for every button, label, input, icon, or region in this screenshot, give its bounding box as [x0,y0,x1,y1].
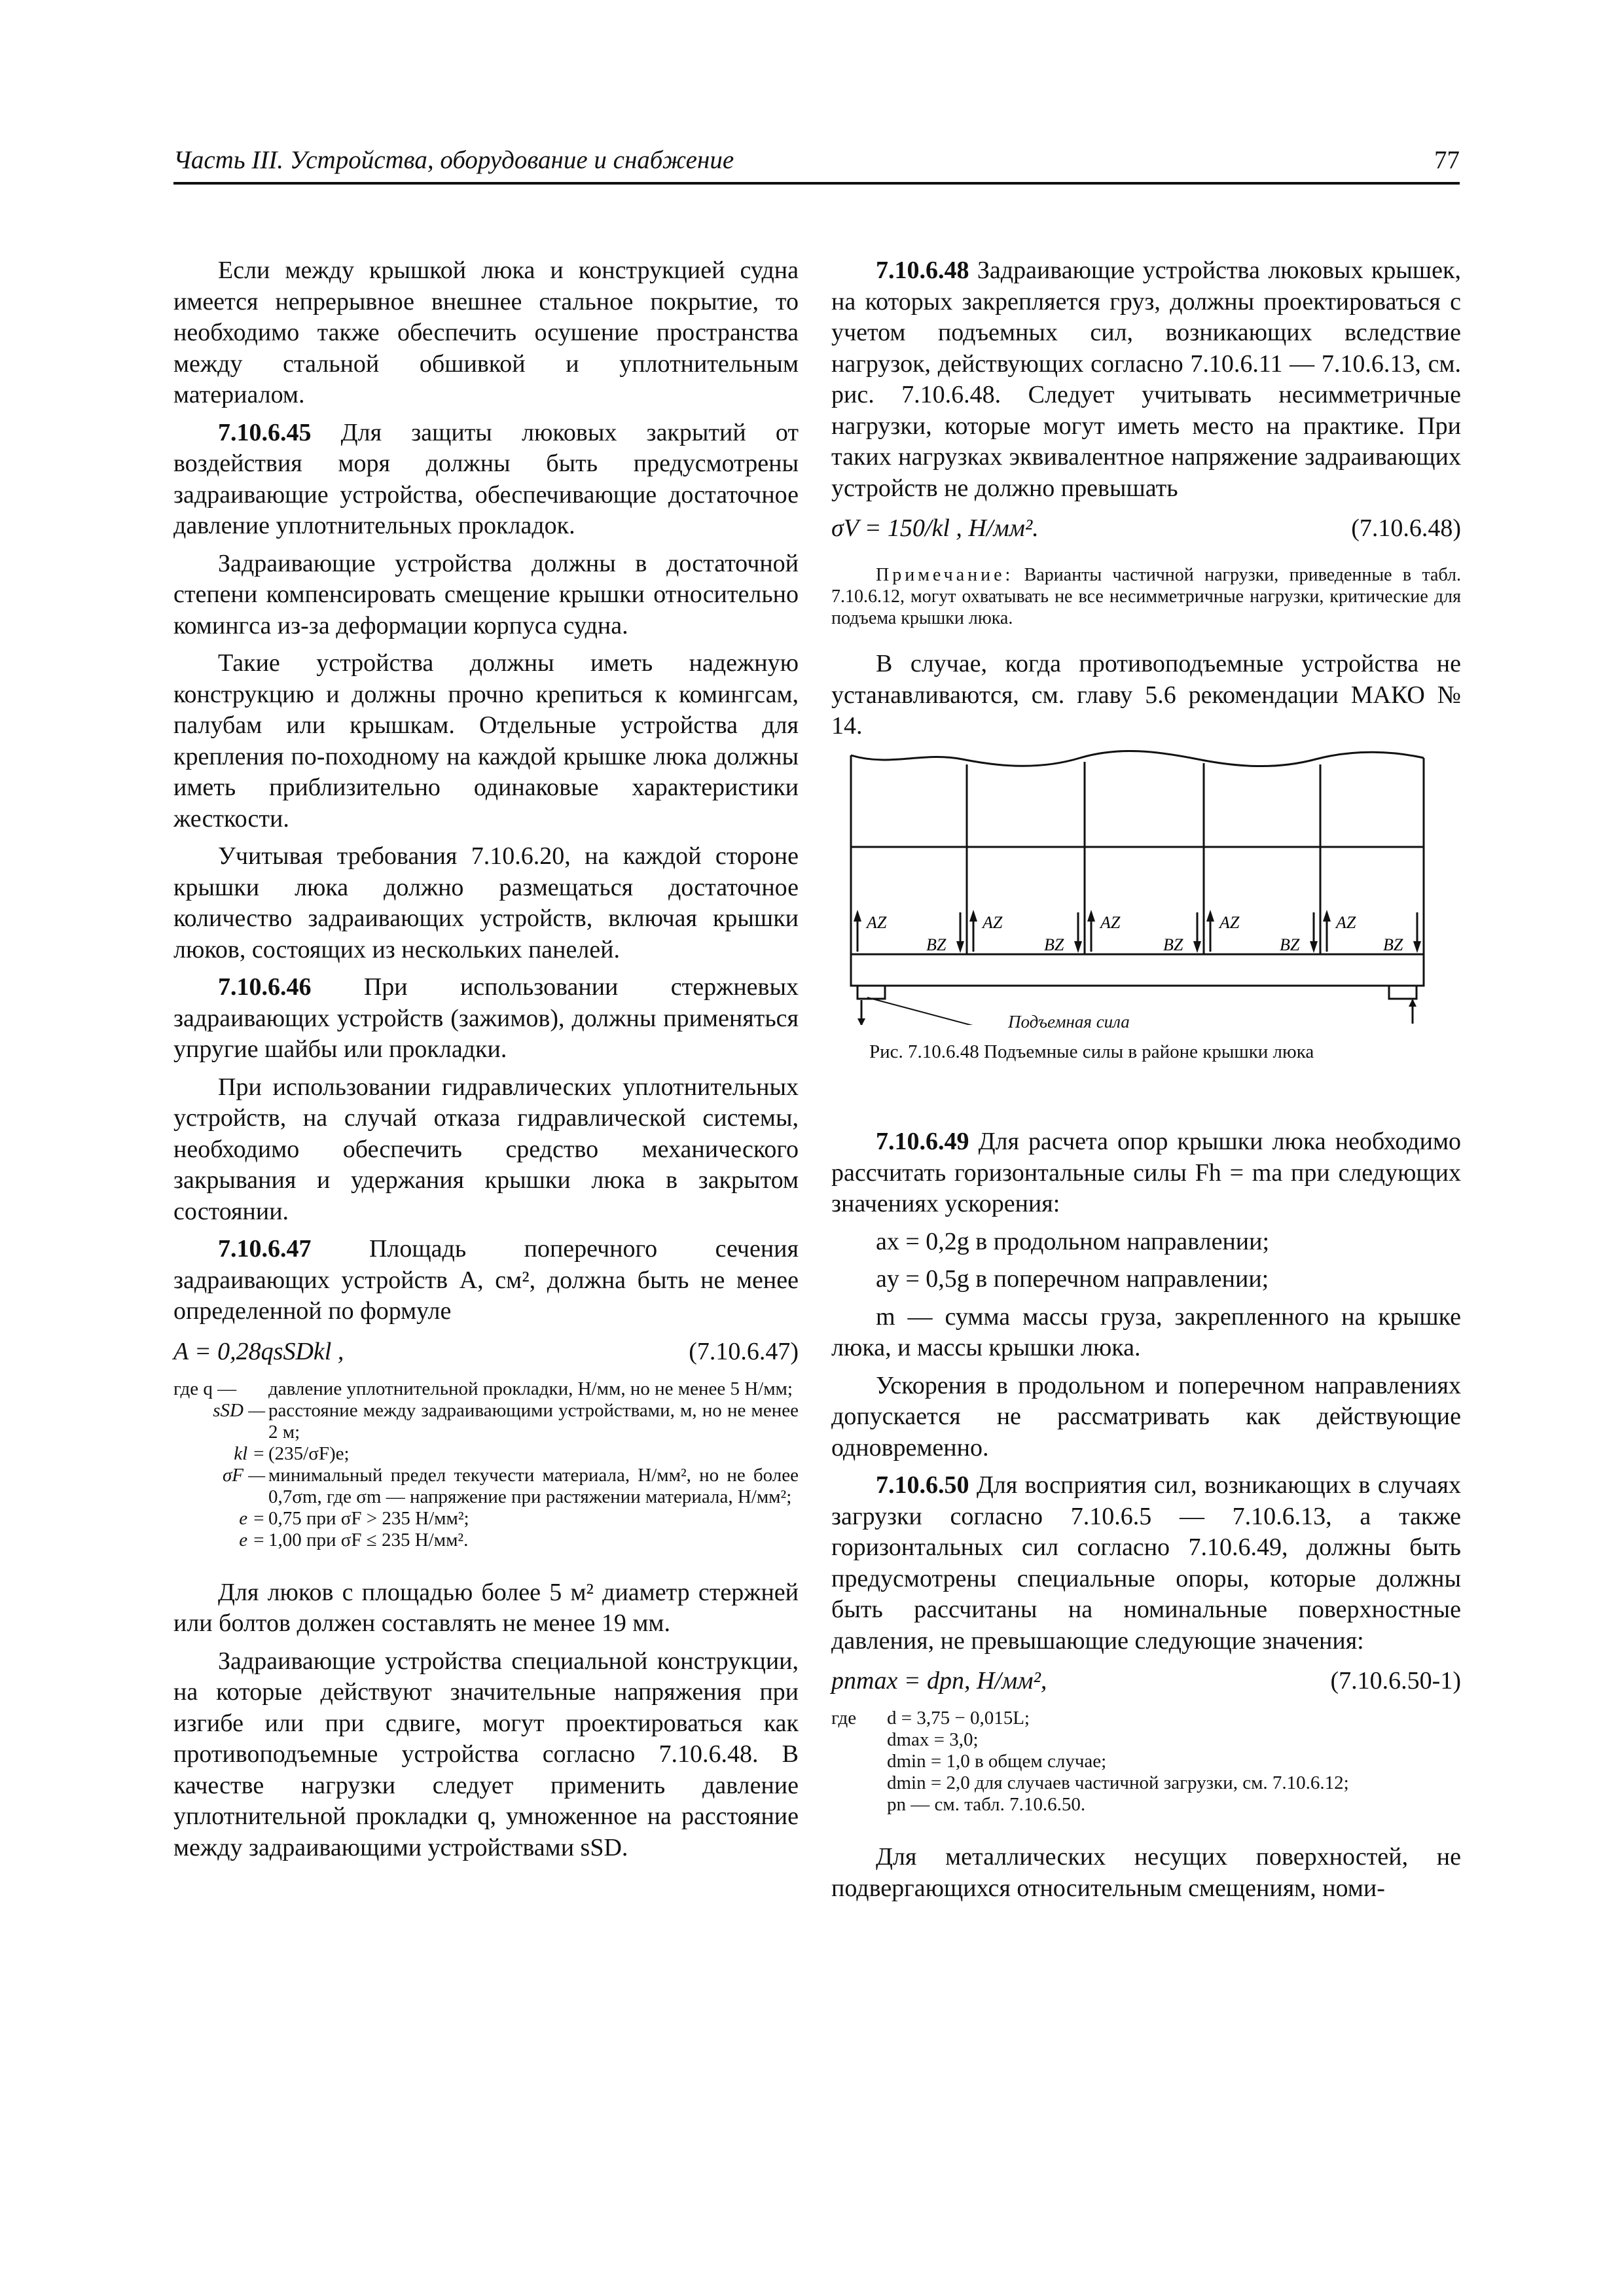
lift-leader-line [867,997,995,1025]
lift-arrow-right-head [1409,999,1416,1007]
paragraph [173,972,799,1066]
section-number: 7.10.6.47 [218,1235,312,1263]
legend-row [173,1443,799,1465]
paragraph: Учитывая требования 7.10.6.20, на каждой стороне крышки люка должно размещаться достаточное количество задраивающих устройств, включая крышки люков, состоящих из нескольких панелей. [173,842,799,963]
legend-text: pn — см. табл. 7.10.6.50. [887,1794,1086,1815]
paragraph: Задраивающие устройства должны в достаточной степени компенсировать смещение крышки относительно комингса из-за деформации корпуса судна. [173,549,799,639]
legend-row [173,1378,799,1400]
right-column [831,255,1461,1910]
bz-label: BZ [1163,935,1183,954]
legend-text: (235/σF)e; [268,1443,350,1464]
paragraph: m — сумма массы груза, закрепленного на крышке люка, и массы крышки люка. [831,1302,1461,1361]
bz-label: BZ [1044,935,1064,954]
left-column [173,255,799,1870]
legend-symbol: e = [239,1529,265,1551]
paragraph: При использовании гидравлических уплотнительных устройств, на случай отказа гидравлической системы, необходимо обеспечить средство механического закрывания и удержания крышки люка в закрытом состоянии. [173,1073,799,1225]
paragraph: Для люков с площадью более 5 м² диаметр стержней или болтов должен составлять не менее 19 мм. [173,1578,799,1637]
legend-row [831,1708,1461,1729]
legend-symbol: sSD — [213,1399,265,1421]
section-number: 7.10.6.49 [876,1128,969,1155]
legend-lead: где [831,1708,857,1729]
figure-lifting-forces [831,750,1461,1031]
note-label: Примечание: [876,565,1014,585]
legend-row [831,1772,1461,1794]
paragraph: Для металлических несущих поверхностей, не подвергающихся относительным смещениям, номи- [831,1843,1461,1902]
paragraph-text: Для расчета опор крышки люка необходимо рассчитать горизонтальные силы Fh = ma при следующих значениях ускорения: [831,1128,1461,1217]
paragraph: ay = 0,5g в поперечном направлении; [876,1265,1269,1293]
section-number: 7.10.6.48 [876,257,969,284]
paragraph-text: Для восприятия сил, возникающих в случаях загрузки согласно 7.10.6.5 — 7.10.6.13, а также горизонтальных сил согласно 7.10.6.49, должны быть предусмотрены специальные опоры, которые должны быть рассчитаны на номинальные поверхностные давления, не превышающие следующие значения: [831,1471,1461,1655]
formula-number: (7.10.6.48) [1351,514,1461,542]
paragraph-text: Задраивающие устройства люковых крышек, на которых закрепляется груз, должны проектироваться с учетом подъемных сил, возникающих вследствие нагрузок, действующих согласно 7.10.6.11 — 7.10.6.13, см. рис. 7.10.6.48. Следует учитывать несимметричные нагрузки, которые могут иметь место на практике. При таких нагрузках эквивалентное напряжение задраивающих устройств не должно превышать [831,257,1461,502]
legend-symbol: kl = [234,1443,265,1464]
legend-row [831,1751,1461,1772]
legend-text: 1,00 при σF ≤ 235 Н/мм². [268,1529,469,1551]
bz-arrow-head [1074,941,1082,953]
paragraph: Задраивающие устройства специальной конструкции, на которые действуют значительные напряжения при изгибе или при сдвиге, могут проектироваться как противоподъемные устройства согласно 7.10.6.48. В качестве нагрузки следует применить давление уплотнительной прокладки q, умноженное на расстояние между задраивающими устройствами sSD. [173,1647,799,1861]
bz-label: BZ [1383,935,1403,954]
legend-row [173,1400,799,1443]
paragraph-text: При использовании стержневых задраивающих устройств (зажимов), должны применяться упругие шайбы или прокладки. [173,973,799,1063]
paragraph [831,1470,1461,1657]
az-arrow-head [854,910,861,922]
legend-text: минимальный предел текучести материала, Н/мм², но не более 0,7σm, где σm — напряжение при растяжении материала, Н/мм²; [268,1464,799,1507]
az-arrow-head [1206,910,1214,922]
bz-arrow-head [956,941,964,953]
legend-row [173,1508,799,1530]
legend-symbol: где q — [173,1378,237,1399]
legend-text: давление уплотнительной прокладки, Н/мм, но не менее 5 Н/мм; [268,1378,793,1399]
section-number: 7.10.6.50 [876,1471,969,1499]
az-label: AZ [1336,912,1356,932]
az-label: AZ [1219,912,1240,932]
formula-expression: A = 0,28qsSDkl , [173,1337,344,1365]
bz-arrow-head [1413,941,1421,953]
left-support [857,986,885,999]
section-number: 7.10.6.46 [218,973,312,1001]
paragraph: В случае, когда противоподъемные устройства не устанавливаются, см. главу 5.6 рекомендации МАКО № 14. [831,650,1461,740]
formula-expression: pnmax = dpn, Н/мм², [831,1667,1047,1695]
paragraph: ax = 0,2g в продольном направлении; [876,1227,1270,1255]
formula-expression: σV = 150/kl , Н/мм². [831,514,1039,542]
legend-row [173,1465,799,1508]
formula-7-10-6-50-1 [831,1666,1461,1698]
paragraph-text: Площадь поперечного сечения задраивающих устройств A, см², должна быть не менее определенной по формуле [173,1235,799,1325]
paragraph [831,255,1461,504]
formula-7-10-6-48 [831,513,1461,546]
bz-label: BZ [926,935,947,954]
paragraph [173,418,799,542]
formula-7-10-6-47 [173,1336,799,1369]
bz-arrow-head [1193,941,1201,953]
az-label: AZ [867,912,887,932]
legend-text: dmin = 2,0 для случаев частичной загрузки, см. 7.10.6.12; [887,1772,1349,1793]
formula-number: (7.10.6.47) [689,1337,799,1365]
coaming-beam [851,954,1424,986]
legend-symbol: σF — [222,1464,265,1486]
paragraph: Если между крышкой люка и конструкцией судна имеется непрерывное внешнее стальное покрытие, то необходимо также обеспечить осушение пространства между стальной обшивкой и уплотнительным материалом. [173,257,799,408]
lift-force-label: Подъемная сила [1008,1011,1130,1031]
paragraph: Такие устройства должны иметь надежную конструкцию и должны прочно крепиться к комингсам, палубам или крышкам. Отдельные устройства для крепления по-походному на каждой крышке люка должны иметь приблизительно одинаковые характеристики жесткости. [173,649,799,833]
legend-text: 0,75 при σF > 235 Н/мм²; [268,1507,469,1529]
legend-text: расстояние между задраивающими устройствами, м, но не менее 2 м; [268,1399,799,1443]
note [831,564,1461,629]
legend-text: dmin = 1,0 в общем случае; [887,1751,1107,1772]
bz-label: BZ [1280,935,1300,954]
legend-text: d = 3,75 − 0,015L; [887,1708,1030,1729]
legend-row [831,1794,1461,1816]
az-arrow-head [1323,910,1331,922]
legend-row [831,1729,1461,1751]
formula-legend [173,1378,799,1551]
az-label: AZ [983,912,1003,932]
page-number: 77 [1434,146,1460,174]
page-header [173,145,1460,185]
wavy-top-edge [851,751,1424,766]
legend-row [173,1530,799,1551]
paragraph: Ускорения в продольном и поперечном направлениях допускается не рассматривать как действующие одновременно. [831,1371,1461,1462]
paragraph [173,1234,799,1327]
note-text: Варианты частичной нагрузки, приведенные в табл. 7.10.6.12, могут охватывать не все несимметричные нагрузки, критические для подъема крышки люка. [831,565,1461,628]
formula-legend [831,1708,1461,1816]
running-title: Часть III. Устройства, оборудование и снабжение [173,146,734,174]
force-arrows [854,910,1421,954]
az-arrow-head [1087,910,1095,922]
az-arrow-head [969,910,977,922]
hatch-cover-diagram [831,750,1461,1025]
paragraph-text: Для защиты люковых закрытий от воздействия моря должны быть предусмотрены задраивающие устройства, обеспечивающие достаточное давление уплотнительных прокладок. [173,418,799,539]
paragraph [831,1126,1461,1220]
bz-arrow-head [1310,941,1318,953]
section-number: 7.10.6.45 [218,418,312,446]
legend-symbol: e = [239,1507,265,1529]
legend-text: dmax = 3,0; [887,1729,979,1750]
figure-caption: Рис. 7.10.6.48 Подъемные силы в районе крышки люка [869,1041,1314,1062]
right-support [1389,986,1416,999]
lift-arrow-left-head [857,1018,865,1025]
formula-number: (7.10.6.50-1) [1330,1667,1461,1695]
az-label: AZ [1100,912,1121,932]
